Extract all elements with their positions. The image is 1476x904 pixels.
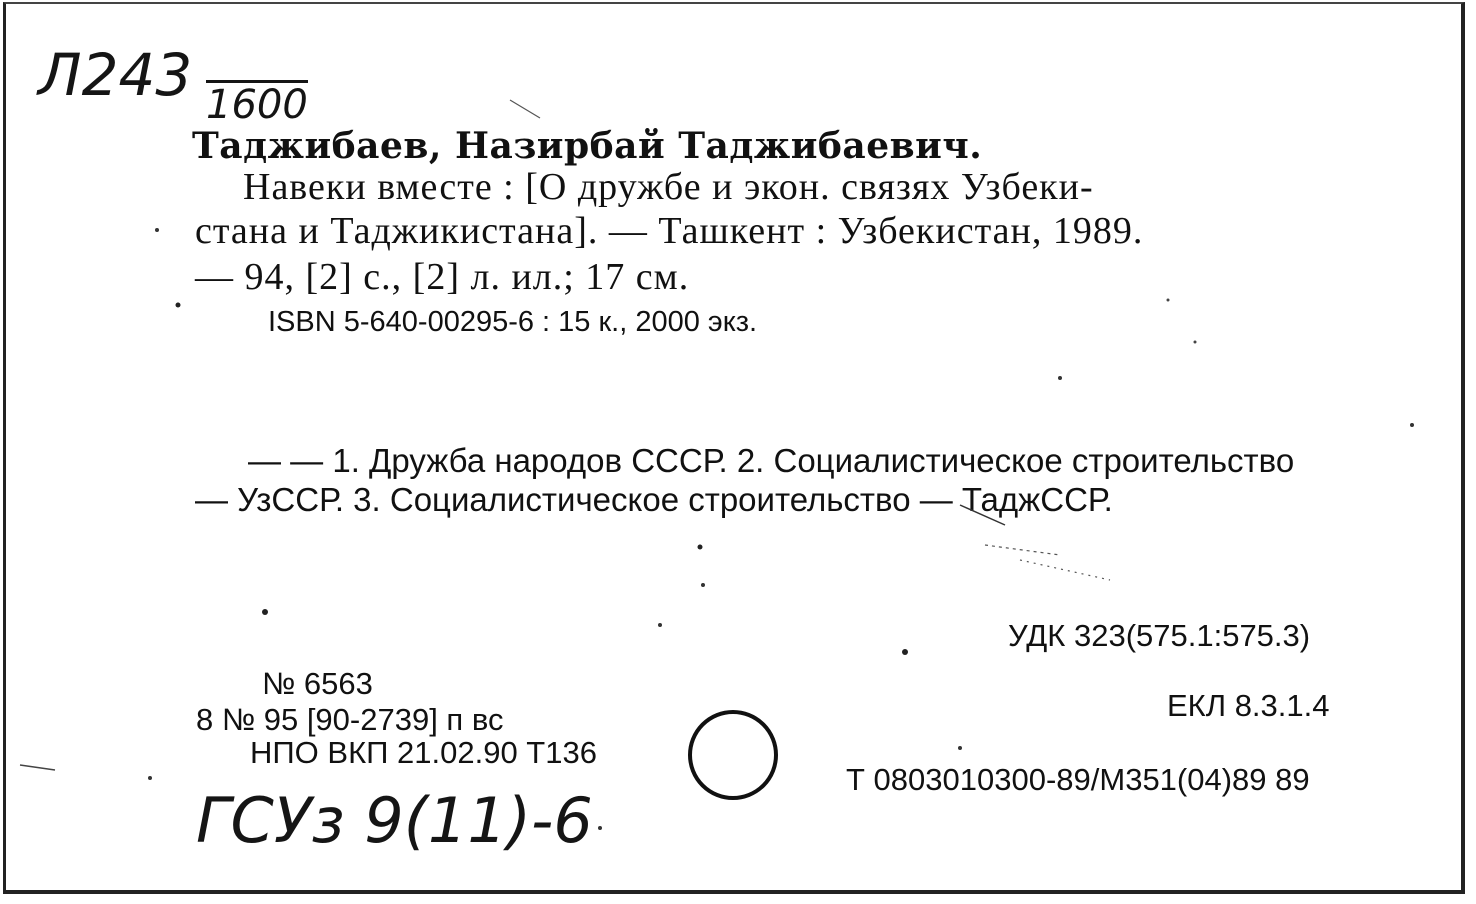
handwritten-shelf-code: ГСУз 9(11)-6 [196,784,593,857]
record-title-line-2: стана и Таджикистана]. — Ташкент : Узбекистан, 1989. [195,210,1144,252]
subject-line-2: — УзССР. 3. Социалистическое строительство — ТаджССР. [195,481,1113,518]
t-code: Т 0803010300-89/М351(04)89 89 [846,762,1310,797]
handwritten-call-number: Л243 [38,41,193,109]
handwritten-fraction: 1600 [206,82,308,128]
print-number: № 6563 [262,666,373,701]
print-npo: НПО ВКП 21.02.90 Т136 [250,735,597,770]
record-title-line-3: — 94, [2] с., [2] л. ил.; 17 см. [195,256,690,298]
print-order: 8 № 95 [90-2739] п вс [196,702,504,737]
record-title-line-1: Навеки вместе : [О дружбе и экон. связях Узбеки- [243,166,1094,208]
udk-code: УДК 323(575.1:575.3) [1008,618,1311,653]
subject-line-1: — — 1. Дружба народов СССР. 2. Социалистическое строительство [248,442,1295,479]
record-author: Таджибаев, Назирбай Таджибаевич. [192,125,983,167]
ekl-code: ЕКЛ 8.3.1.4 [1167,688,1330,723]
record-isbn: ISBN 5-640-00295-6 : 15 к., 2000 экз. [268,306,758,338]
